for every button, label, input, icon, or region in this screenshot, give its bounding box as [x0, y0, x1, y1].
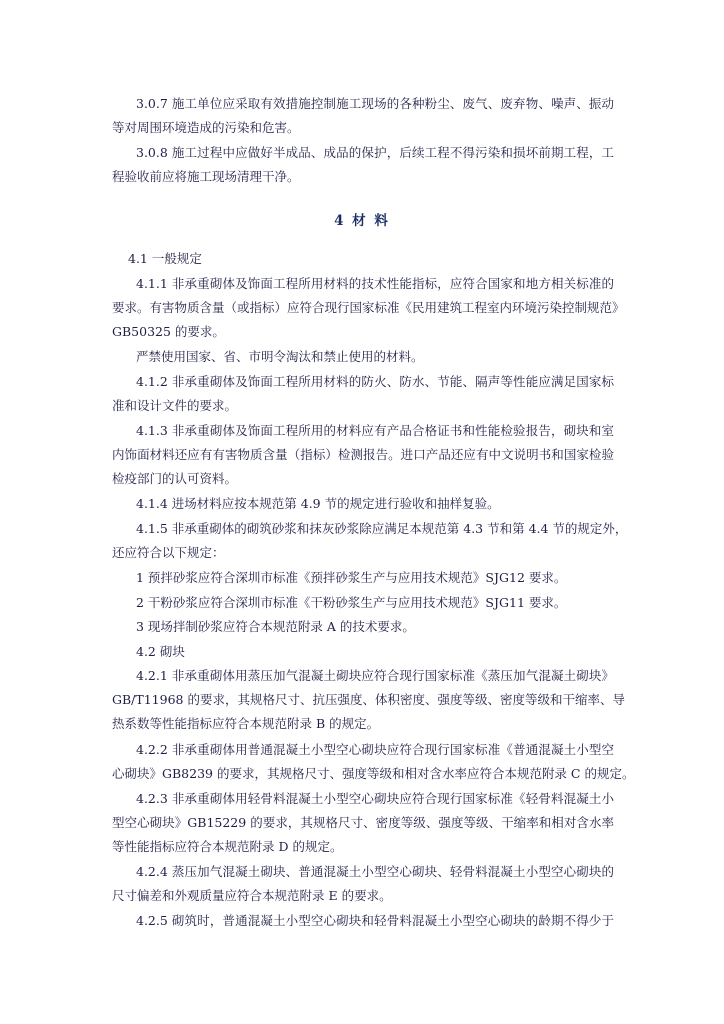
- clause-4-1-5-line-1: 4.1.5 非承重砌体的砌筑砂浆和抹灰砂浆除应满足本规范第 4.3 节和第 4.4 节的规定外，: [136, 521, 628, 536]
- clause-4-2-1-line-1: 4.2.1 非承重砌体用蒸压加气混凝土砌块应符合现行国家标准《蒸压加气混凝土砌块》: [136, 668, 614, 683]
- clause-4-1-2-line-1: 4.1.2 非承重砌体及饰面工程所用材料的防火、防水、节能、隔声等性能应满足国家标: [136, 374, 614, 389]
- clause-4-2-4-line-1: 4.2.4 蒸压加气混凝土砌块、普通混凝土小型空心砌块、轻骨料混凝土小型空心砌块的: [136, 864, 614, 879]
- clause-4-2-2-line-1: 4.2.2 非承重砌体用普通混凝土小型空心砌块应符合现行国家标准《普通混凝土小型空: [136, 742, 614, 757]
- list-item-1: 1 预拌砂浆应符合深圳市标准《预拌砂浆生产与应用技术规范》SJG12 要求。: [136, 570, 567, 585]
- clause-4-2-5-line-1: 4.2.5 砌筑时，普通混凝土小型空心砌块和轻骨料混凝土小型空心砌块的龄期不得少于: [136, 913, 614, 928]
- clause-4-2-1-line-3: 热系数等性能指标应符合本规范附录 B 的规定。: [112, 716, 380, 731]
- clause-4-1-3-line-1: 4.1.3 非承重砌体及饰面工程所用的材料应有产品合格证书和性能检验报告，砌块和室: [136, 423, 614, 438]
- prohibited-materials-note: 严禁使用国家、省、市明令淘汰和禁止使用的材料。: [136, 349, 424, 364]
- clause-4-1-1-line-1: 4.1.1 非承重砌体及饰面工程所用材料的技术性能指标，应符合国家和地方相关标准的: [136, 276, 614, 291]
- clause-3-0-8-line-2: 程验收前应将施工现场清理干净。: [112, 169, 300, 184]
- clause-4-1-1-line-3: GB50325 的要求。: [112, 324, 225, 339]
- clause-4-2-4-line-2: 尺寸偏差和外观质量应符合本规范附录 E 的要求。: [112, 888, 392, 903]
- clause-4-1-3-line-3: 检疫部门的认可资料。: [112, 471, 238, 486]
- chapter-heading: 4 材 料: [334, 213, 390, 229]
- clause-4-2-3-line-1: 4.2.3 非承重砌体用轻骨料混凝土小型空心砌块应符合现行国家标准《轻骨料混凝土小: [136, 791, 614, 806]
- clause-4-1-5-line-2: 还应符合以下规定：: [112, 545, 225, 560]
- list-item-2: 2 干粉砂浆应符合深圳市标准《干粉砂浆生产与应用技术规范》SJG11 要求。: [136, 595, 567, 610]
- clause-3-0-8-line-1: 3.0.8 施工过程中应做好半成品、成品的保护，后续工程不得污染和损坏前期工程，工: [136, 145, 614, 160]
- clause-4-1-1-line-2: 要求。有害物质含量（或指标）应符合现行国家标准《民用建筑工程室内环境污染控制规范》: [112, 300, 625, 315]
- section-heading-4-1: 4.1 一般规定: [128, 251, 202, 266]
- clause-4-1-3-line-2: 内饰面材料还应有有害物质含量（指标）检测报告。进口产品还应有中文说明书和国家检验: [112, 447, 614, 462]
- list-item-3: 3 现场拌制砂浆应符合本规范附录 A 的技术要求。: [136, 619, 415, 634]
- clause-4-2-3-line-3: 等性能指标应符合本规范附录 D 的规定。: [112, 839, 343, 854]
- clause-4-2-2-line-2: 心砌块》GB8239 的要求，其规格尺寸、强度等级和相对含水率应符合本规范附录 C 的规定。: [112, 766, 635, 781]
- clause-4-1-2-line-2: 准和设计文件的要求。: [112, 398, 238, 413]
- clause-4-2-3-line-2: 型空心砌块》GB15229 的要求，其规格尺寸、密度等级、强度等级、干缩率和相对含水率: [112, 815, 614, 830]
- clause-3-0-7-line-1: 3.0.7 施工单位应采取有效措施控制施工现场的各种粉尘、废气、废弃物、噪声、振动: [136, 96, 614, 111]
- clause-4-2-1-line-2: GB/T11968 的要求，其规格尺寸、抗压强度、体积密度、强度等级、密度等级和干缩率、导: [112, 692, 625, 707]
- clause-4-1-4: 4.1.4 进场材料应按本规范第 4.9 节的规定进行验收和抽样复验。: [136, 496, 500, 511]
- section-heading-4-2: 4.2 砌块: [136, 644, 185, 659]
- clause-3-0-7-line-2: 等对周围环境造成的污染和危害。: [112, 120, 300, 135]
